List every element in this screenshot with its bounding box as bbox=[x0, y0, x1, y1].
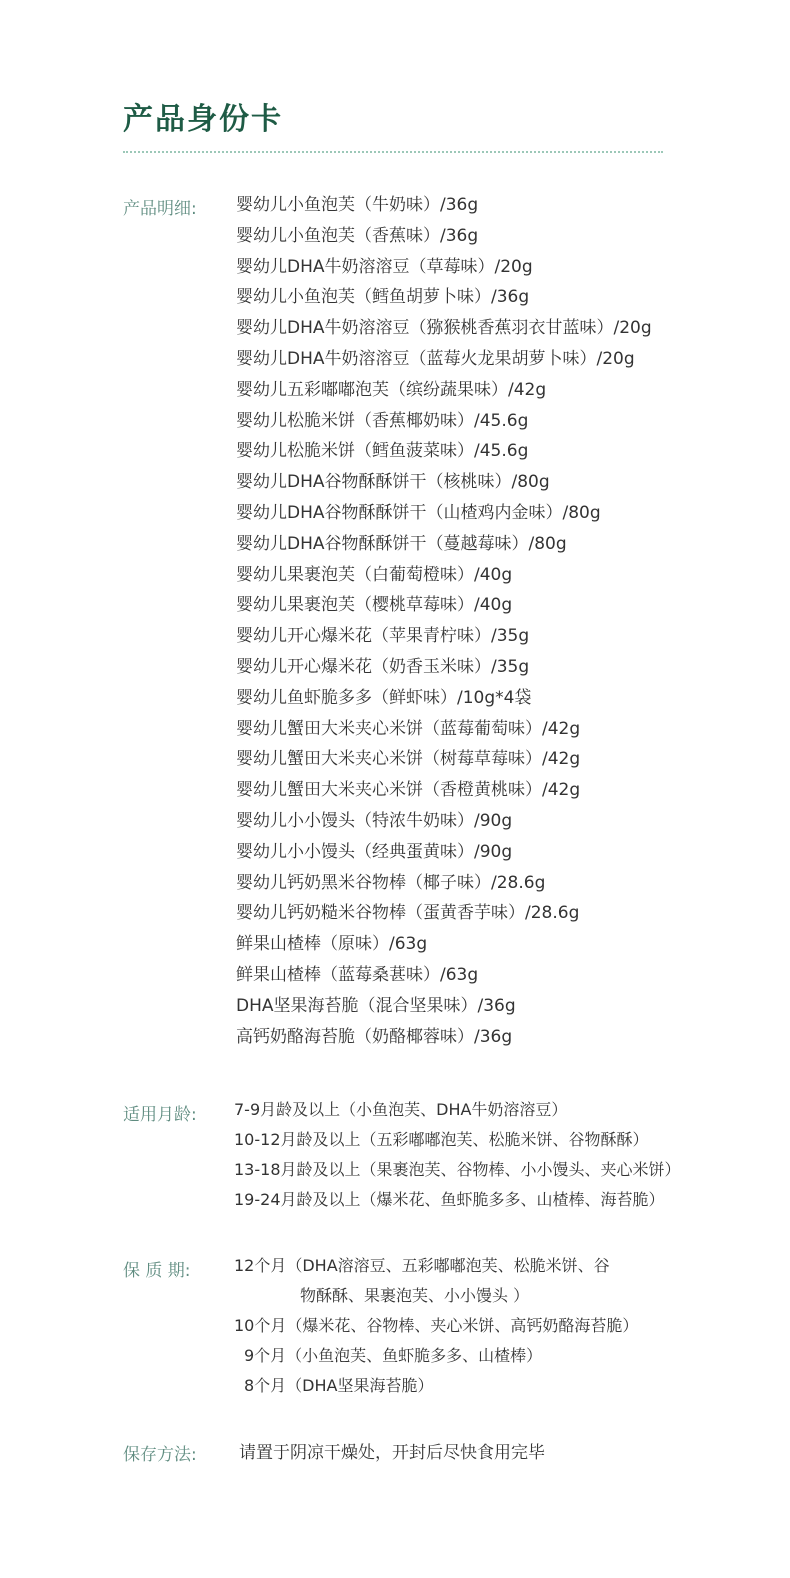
product-item: 鲜果山楂棒（蓝莓桑葚味）/63g bbox=[236, 964, 479, 985]
product-item: 婴幼儿DHA牛奶溶溶豆（蓝莓火龙果胡萝卜味）/20g bbox=[236, 348, 635, 369]
age-item: 10-12月龄及以上（五彩嘟嘟泡芙、松脆米饼、谷物酥酥） bbox=[234, 1130, 649, 1149]
shelf-life-list bbox=[234, 1251, 638, 1401]
product-item: DHA坚果海苔脆（混合坚果味）/36g bbox=[236, 995, 516, 1016]
product-item: 婴幼儿蟹田大米夹心米饼（树莓草莓味）/42g bbox=[236, 749, 581, 770]
age-item: 7-9月龄及以上（小鱼泡芙、DHA牛奶溶溶豆） bbox=[234, 1100, 568, 1119]
product-item: 婴幼儿DHA谷物酥酥饼干（山楂鸡内金味）/80g bbox=[236, 502, 601, 523]
shelf-life-line: 12个月（DHA溶溶豆、五彩嘟嘟泡芙、松脆米饼、谷 bbox=[234, 1256, 610, 1275]
storage-text: 请置于阴凉干燥处，开封后尽快食用完毕 bbox=[239, 1443, 545, 1463]
product-item: 婴幼儿小小馒头（经典蛋黄味）/90g bbox=[236, 841, 513, 862]
product-item: 婴幼儿DHA谷物酥酥饼干（核桃味）/80g bbox=[236, 472, 550, 493]
product-item: 婴幼儿钙奶黑米谷物棒（椰子味）/28.6g bbox=[236, 872, 546, 893]
product-item: 婴幼儿小鱼泡芙（香蕉味）/36g bbox=[236, 225, 479, 246]
product-item: 婴幼儿果裹泡芙（白葡萄橙味）/40g bbox=[236, 564, 513, 585]
product-item: 高钙奶酪海苔脆（奶酪椰蓉味）/36g bbox=[236, 1026, 513, 1047]
product-item: 婴幼儿蟹田大米夹心米饼（蓝莓葡萄味）/42g bbox=[236, 718, 581, 739]
shelf-life-line: 8个月（DHA坚果海苔脆） bbox=[244, 1376, 434, 1395]
product-item: 婴幼儿开心爆米花（奶香玉米味）/35g bbox=[236, 656, 530, 677]
product-item: 婴幼儿DHA牛奶溶溶豆（草莓味）/20g bbox=[236, 256, 533, 277]
product-item: 婴幼儿松脆米饼（鳕鱼菠菜味）/45.6g bbox=[236, 441, 529, 462]
product-item: 婴幼儿开心爆米花（苹果青柠味）/35g bbox=[236, 626, 530, 647]
product-item: 婴幼儿果裹泡芙（樱桃草莓味）/40g bbox=[236, 595, 513, 616]
dotted-divider bbox=[123, 151, 663, 153]
age-item: 19-24月龄及以上（爆米花、鱼虾脆多多、山楂棒、海苔脆） bbox=[234, 1190, 665, 1209]
age-item: 13-18月龄及以上（果裹泡芙、谷物棒、小小馒头、夹心米饼） bbox=[234, 1160, 681, 1179]
shelf-life-line: 10个月（爆米花、谷物棒、夹心米饼、高钙奶酪海苔脆） bbox=[234, 1316, 639, 1335]
age-list bbox=[234, 1095, 681, 1215]
shelf-life-line: 9个月（小鱼泡芙、鱼虾脆多多、山楂棒） bbox=[244, 1346, 543, 1365]
product-item: 婴幼儿小鱼泡芙（鳕鱼胡萝卜味）/36g bbox=[236, 287, 530, 308]
product-item: 鲜果山楂棒（原味）/63g bbox=[236, 934, 428, 955]
product-item: 婴幼儿钙奶糙米谷物棒（蛋黄香芋味）/28.6g bbox=[236, 903, 580, 924]
page-title: 产品身份卡 bbox=[123, 102, 283, 137]
product-item: 婴幼儿DHA牛奶溶溶豆（猕猴桃香蕉羽衣甘蓝味）/20g bbox=[236, 318, 652, 339]
product-item: 婴幼儿鱼虾脆多多（鲜虾味）/10g*4袋 bbox=[236, 687, 532, 708]
ages-label: 适用月龄: bbox=[123, 1105, 197, 1125]
product-item: 婴幼儿DHA谷物酥酥饼干（蔓越莓味）/80g bbox=[236, 533, 567, 554]
shelf-life-label: 保 质 期: bbox=[123, 1261, 191, 1281]
product-list bbox=[236, 190, 652, 1052]
product-item: 婴幼儿小鱼泡芙（牛奶味）/36g bbox=[236, 195, 479, 215]
shelf-life-line: 物酥酥、果裹泡芙、小小馒头 ） bbox=[300, 1286, 530, 1305]
products-label: 产品明细: bbox=[123, 199, 197, 219]
product-item: 婴幼儿五彩嘟嘟泡芙（缤纷蔬果味）/42g bbox=[236, 379, 547, 400]
storage-label: 保存方法: bbox=[123, 1445, 197, 1465]
product-item: 婴幼儿蟹田大米夹心米饼（香橙黄桃味）/42g bbox=[236, 780, 581, 801]
product-item: 婴幼儿松脆米饼（香蕉椰奶味）/45.6g bbox=[236, 410, 529, 431]
product-item: 婴幼儿小小馒头（特浓牛奶味）/90g bbox=[236, 810, 513, 831]
